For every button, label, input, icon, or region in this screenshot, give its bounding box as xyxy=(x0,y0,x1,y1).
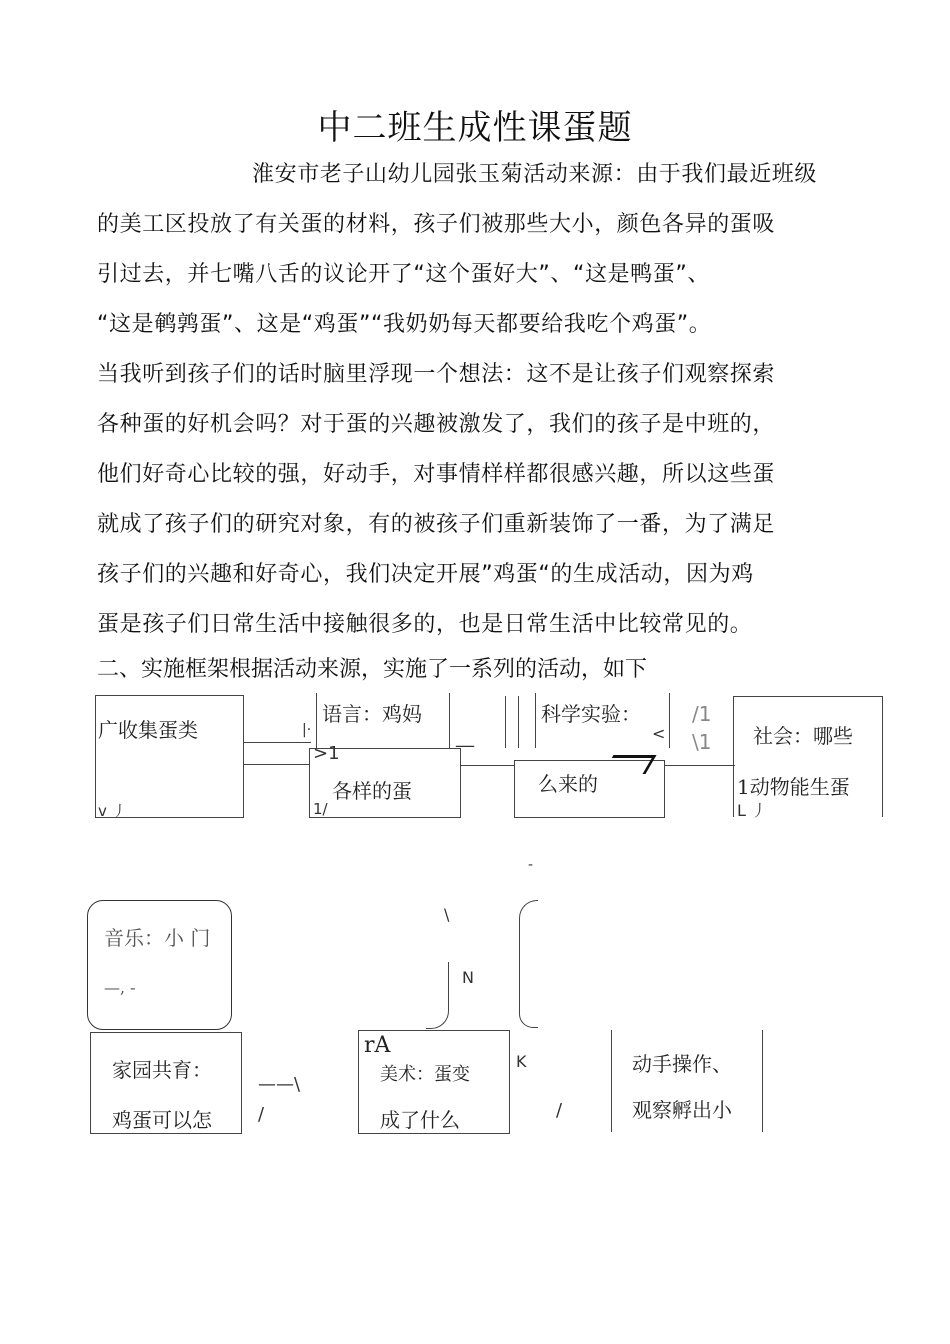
side-mark: /1 xyxy=(692,702,712,726)
activity-box-art-label-2: 成了什么 xyxy=(380,1108,460,1132)
paragraph-line: 蛋是孩子们日常生活中接触很多的，也是日常生活中比较常见的。 xyxy=(97,612,753,637)
activity-box-language-label-2: 各样的蛋 xyxy=(332,779,412,803)
stray-mark: - xyxy=(528,857,534,873)
activity-box-science-label: 科学实验： xyxy=(541,702,641,726)
paragraph-line: 引过去，并七嘴八舌的议论开了“这个蛋好大”、“这是鸭蛋”、 xyxy=(97,262,710,287)
stray-mark: \ xyxy=(444,905,450,924)
box-border xyxy=(762,1030,763,1132)
activity-box-science-mark: < xyxy=(652,724,666,743)
activity-box-music xyxy=(87,900,232,1030)
connector-line xyxy=(243,764,311,765)
activity-box-art-label xyxy=(380,1060,470,1072)
activity-box-hands-on-label: 动手操作、 xyxy=(632,1052,732,1076)
intro-paragraph xyxy=(97,150,842,650)
box-border xyxy=(733,696,883,697)
stray-mark: / xyxy=(556,1100,563,1121)
paragraph-line: 各种蛋的好机会吗？对于蛋的兴趣被激发了，我们的孩子是中班的， xyxy=(97,412,776,437)
activity-box-science-label-2: 么来的 xyxy=(538,772,598,796)
connector-line xyxy=(459,765,517,766)
divider-line xyxy=(505,696,506,748)
paragraph-line: 孩子们的兴趣和好奇心，我们决定开展”鸡蛋“的生成活动，因为鸡 xyxy=(97,562,754,587)
box-border xyxy=(733,696,734,817)
paragraph-line: 当我听到孩子们的话时脑里浮现一个想法：这不是让孩子们观察探索 xyxy=(97,362,776,387)
curve-left xyxy=(426,962,449,1029)
connector-mark: ——\ xyxy=(258,1074,301,1095)
activity-box-music-label: 音乐：小 门 xyxy=(104,926,211,950)
activity-box-home-school-label: 家园共育： xyxy=(112,1058,212,1082)
paragraph-line: 他们好奇心比较的强，好动手，对事情样样都很感兴趣，所以这些蛋 xyxy=(97,462,776,487)
divider-line xyxy=(518,696,519,748)
curve-right xyxy=(519,900,538,1028)
activity-box-language-mark: |· xyxy=(302,722,312,738)
paragraph-line: 的美工区投放了有关蛋的材料，孩子们被那些大小，颜色各异的蛋吸 xyxy=(97,212,776,237)
activity-box-home-school-label-2: 鸡蛋可以怎 xyxy=(112,1108,212,1132)
activity-box-hands-on-label-2: 观察孵出小 xyxy=(632,1098,732,1122)
stray-mark: N xyxy=(462,968,474,987)
paragraph-line: 淮安市老子山幼儿园张玉菊活动来源：由于我们最近班级 xyxy=(252,162,818,187)
connector-mark: __ xyxy=(456,727,474,748)
paragraph-line: 就成了孩子们的研究对象，有的被孩子们重新装饰了一番，为了满足 xyxy=(97,512,776,537)
box-border xyxy=(882,696,883,817)
connector-line xyxy=(243,742,311,743)
section-heading: 二、实施框架根据活动来源，实施了一系列的活动，如下 xyxy=(97,657,648,682)
activity-box-language-mark: 1/ xyxy=(313,800,328,818)
connector-mark: / xyxy=(258,1104,265,1125)
box-border xyxy=(611,1030,612,1132)
activity-box-art-label-0: rA xyxy=(364,1033,391,1058)
activity-box-music-label-2: —, - xyxy=(104,978,136,997)
activity-box-society-mark: L 丿 xyxy=(737,801,768,820)
connector-line xyxy=(663,765,735,766)
activity-box-language-mark: >1 xyxy=(313,743,340,764)
activity-box-society-label: 社会：哪些 xyxy=(753,724,853,748)
stray-mark: K xyxy=(516,1052,527,1071)
paragraph-line: “这是鹌鹑蛋”、这是“鸡蛋”“我奶奶每天都要给我吃个鸡蛋”。 xyxy=(97,312,712,337)
activity-box-collect-eggs-label: 广收集蛋类 xyxy=(98,718,198,742)
activity-box-collect-eggs-mark: v 丿 xyxy=(98,802,127,820)
side-mark: \1 xyxy=(692,730,712,754)
page-title: 中二班生成性课蛋题 xyxy=(317,108,633,148)
activity-box-language-label: 语言：鸡妈 xyxy=(322,702,422,726)
activity-box-society-label-2: 1动物能生蛋 xyxy=(737,775,850,799)
